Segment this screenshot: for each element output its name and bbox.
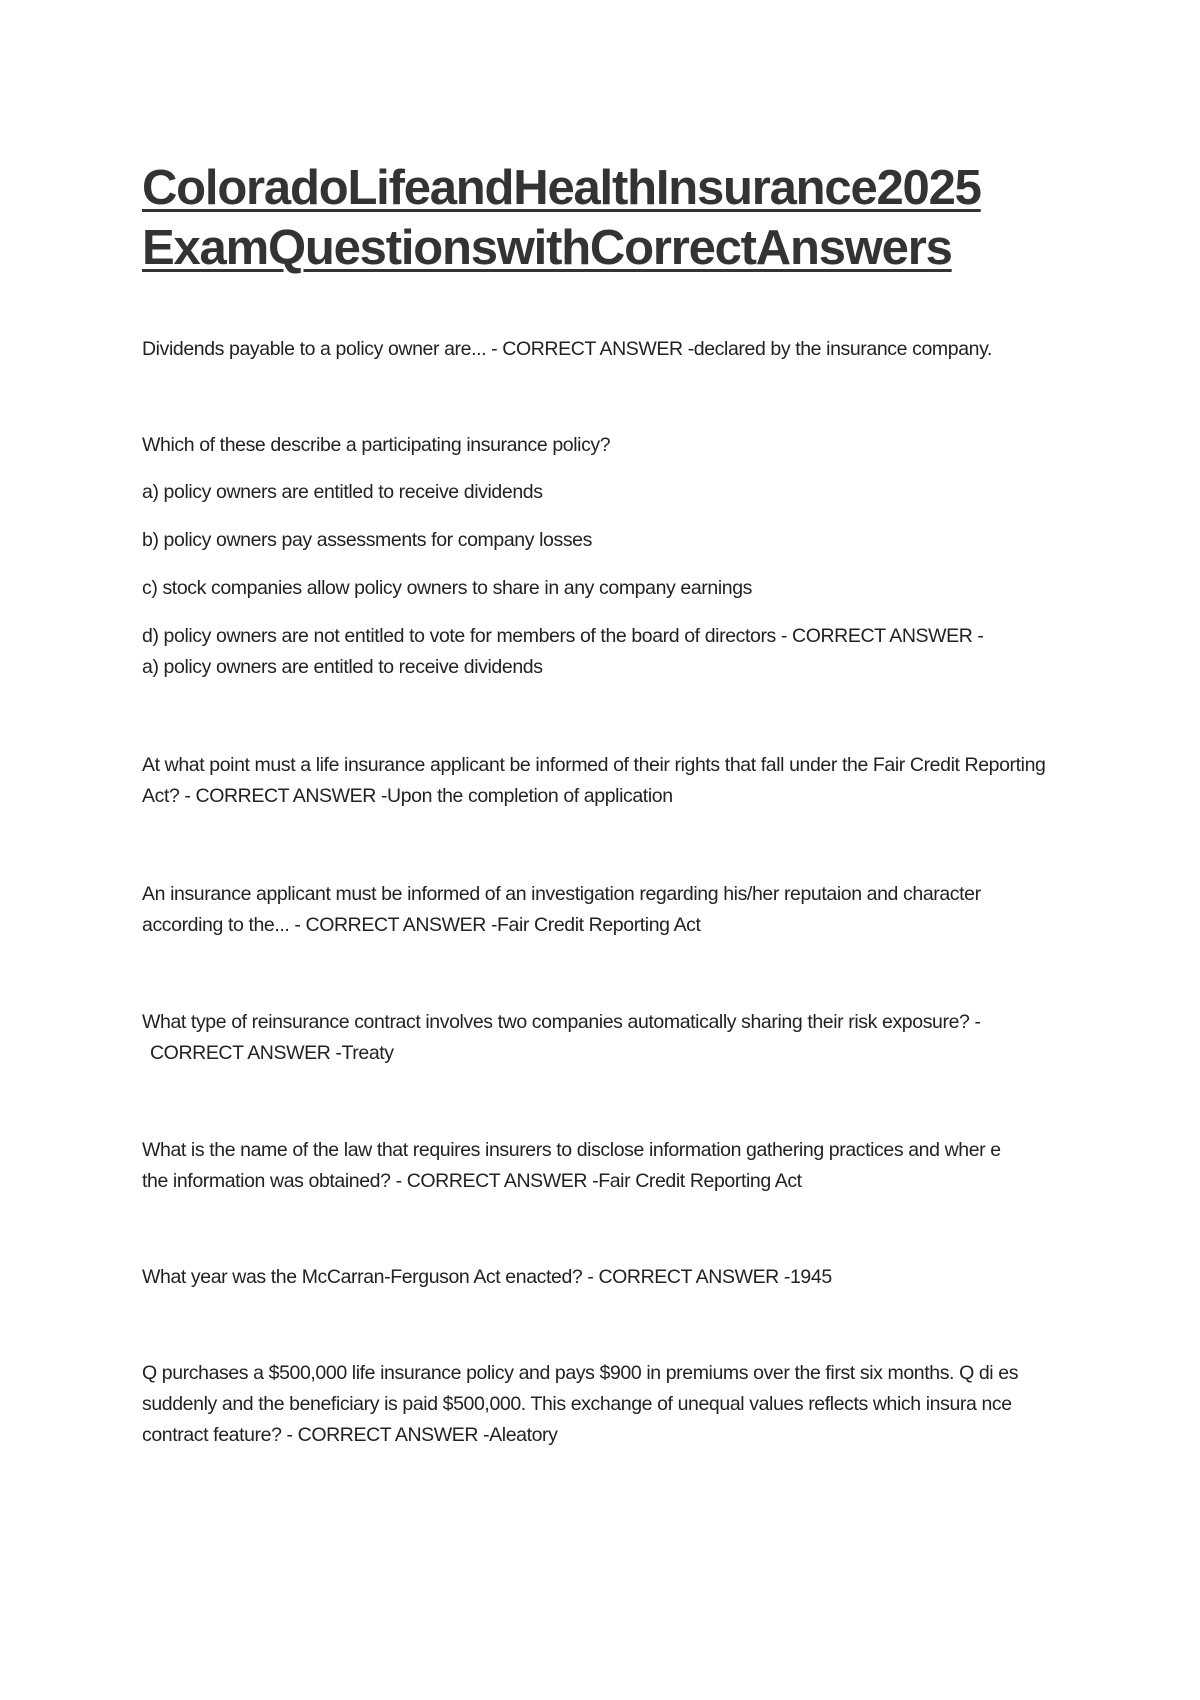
title-line-2: ExamQuestionswithCorrectAnswers [142,221,952,275]
option-a: a) policy owners are entitled to receive dividends [142,481,543,503]
question-line-2: Act? - CORRECT ANSWER -Upon the completion of application [142,785,673,807]
question-1 [142,334,1092,365]
question-line-1: At what point must a life insurance applicant be informed of their rights that fall under the Fair Credit Reporting [142,754,1046,776]
question-8 [142,1358,1092,1451]
question-line-3: contract feature? - CORRECT ANSWER -Aleatory [142,1424,558,1446]
question-text: What year was the McCarran-Ferguson Act enacted? - CORRECT ANSWER -1945 [142,1266,832,1288]
question-answer: a) policy owners are entitled to receive dividends [142,656,543,678]
question-6 [142,1135,1092,1197]
question-line-2: according to the... - CORRECT ANSWER -Fair Credit Reporting Act [142,914,701,936]
question-line-1: An insurance applicant must be informed of an investigation regarding his/her reputaion and character [142,883,981,905]
question-7 [142,1262,1092,1293]
option-c: c) stock companies allow policy owners to share in any company earnings [142,577,752,599]
question-line-1: What type of reinsurance contract involves two companies automatically sharing their risk exposure? - [142,1011,981,1033]
title-line-1: ColoradoLifeandHealthInsurance2025 [142,161,981,215]
question-line-2: the information was obtained? - CORRECT ANSWER -Fair Credit Reporting Act [142,1170,802,1192]
question-line-1: Q purchases a $500,000 life insurance policy and pays $900 in premiums over the first six months. Q di es [142,1362,1019,1384]
question-2 [142,430,1092,683]
question-line-2: CORRECT ANSWER -Treaty [150,1042,394,1064]
question-5 [142,1007,1092,1069]
question-stem: Which of these describe a participating insurance policy? [142,434,611,456]
option-d: d) policy owners are not entitled to vote for members of the board of directors - CORRECT ANSWER - [142,625,984,647]
option-b: b) policy owners pay assessments for company losses [142,529,592,551]
question-line-2: suddenly and the beneficiary is paid $500,000. This exchange of unequal values reflects which insura nce [142,1393,1012,1415]
question-text: Dividends payable to a policy owner are... - CORRECT ANSWER -declared by the insurance company. [142,338,993,360]
question-3 [142,750,1092,812]
question-line-1: What is the name of the law that requires insurers to disclose information gathering practices and wher e [142,1139,1001,1161]
document-title [142,158,1042,278]
question-4 [142,879,1092,941]
